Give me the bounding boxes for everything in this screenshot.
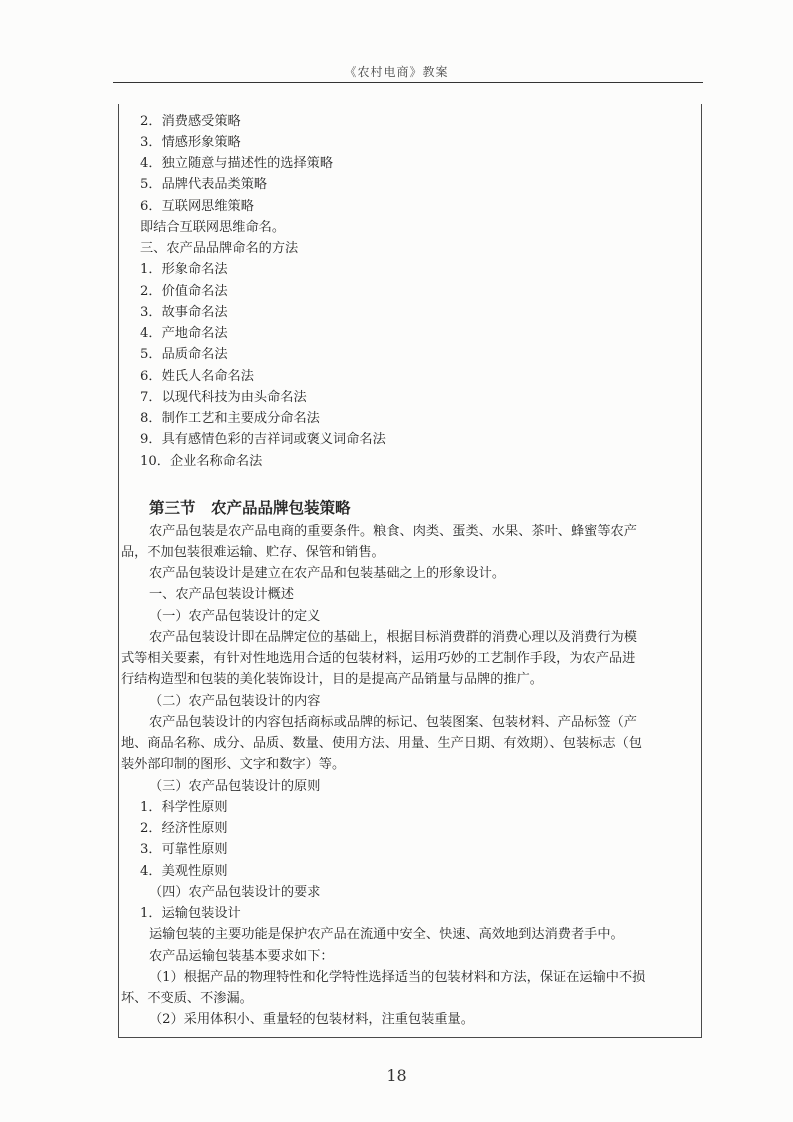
- list-item: 1．科学性原则: [140, 800, 228, 815]
- section-title: 第三节 农产品品牌包装策略: [149, 498, 351, 517]
- list-item: 4．独立随意与描述性的选择策略: [140, 156, 334, 171]
- list-item: 7．以现代科技为由头命名法: [140, 390, 307, 405]
- content-box: [118, 104, 702, 1038]
- subheading: （二）农产品包装设计的内容: [149, 694, 321, 709]
- list-item: 4．产地命名法: [140, 326, 228, 341]
- paragraph: 式等相关要素，有针对性地选用合适的包装材料，运用巧妙的工艺制作手段，为农产品进: [121, 651, 636, 666]
- paragraph: （2）采用体积小、重量轻的包装材料，注重包装重量。: [149, 1012, 474, 1027]
- paragraph: 坏、不变质、不渗漏。: [121, 991, 253, 1006]
- paragraph: 行结构造型和包装的美化装饰设计，目的是提高产品销量与品牌的推广。: [121, 672, 543, 687]
- page-number: 18: [386, 1066, 407, 1085]
- paragraph: 装外部印制的图形、文字和数字）等。: [121, 757, 346, 772]
- paragraph: 农产品包装设计的内容包括商标或品牌的标记、包装图案、包装材料、产品标签（产: [149, 715, 637, 730]
- paragraph: 地、商品名称、成分、品质、数量、使用方法、用量、生产日期、有效期）、包装标志（包: [121, 736, 642, 751]
- list-item: 5．品质命名法: [140, 347, 228, 362]
- list-item: 3．可靠性原则: [140, 842, 228, 857]
- heading: 一、农产品包装设计概述: [149, 587, 295, 602]
- subheading: （一）农产品包装设计的定义: [149, 609, 321, 624]
- list-item: 10．企业名称命名法: [140, 454, 263, 469]
- list-item: 1．运输包装设计: [140, 906, 241, 921]
- subheading: （四）农产品包装设计的要求: [149, 885, 321, 900]
- subheading: （三）农产品包装设计的原则: [149, 779, 321, 794]
- header-rule: [113, 82, 703, 83]
- list-item: 3．情感形象策略: [140, 135, 241, 150]
- paragraph: 农产品包装是农产品电商的重要条件。粮食、肉类、蛋类、水果、茶叶、蜂蜜等农产: [149, 524, 637, 539]
- list-item: 2．消费感受策略: [140, 114, 241, 129]
- list-item: 4．美观性原则: [140, 864, 228, 879]
- paragraph: 运输包装的主要功能是保护农产品在流通中安全、快速、高效地到达消费者手中。: [149, 927, 624, 942]
- list-item: 2．经济性原则: [140, 821, 228, 836]
- paragraph: 农产品包装设计是建立在农产品和包装基础之上的形象设计。: [149, 566, 506, 581]
- list-item: 6．姓氏人名命名法: [140, 369, 254, 384]
- list-item: 5．品牌代表品类策略: [140, 177, 268, 192]
- list-item: 2．价值命名法: [140, 284, 228, 299]
- list-item: 6．互联网思维策略: [140, 199, 254, 214]
- list-item: 3．故事命名法: [140, 305, 228, 320]
- list-item: 1．形象命名法: [140, 262, 228, 277]
- list-item: 8．制作工艺和主要成分命名法: [140, 411, 320, 426]
- heading: 三、农产品品牌命名的方法: [140, 241, 299, 256]
- list-item: 9．具有感情色彩的吉祥词或褒义词命名法: [140, 432, 386, 447]
- paragraph: （1）根据产品的物理特性和化学特性选择适当的包装材料和方法，保证在运输中不损: [149, 970, 646, 985]
- paragraph: 农产品包装设计即在品牌定位的基础上，根据目标消费群的消费心理以及消费行为模: [149, 630, 637, 645]
- paragraph: 即结合互联网思维命名。: [140, 220, 286, 235]
- paragraph: 农产品运输包装基本要求如下：: [149, 949, 334, 964]
- page-header: 《农村电商》教案: [344, 65, 449, 79]
- paragraph: 品，不加包装很难运输、贮存、保管和销售。: [121, 545, 385, 560]
